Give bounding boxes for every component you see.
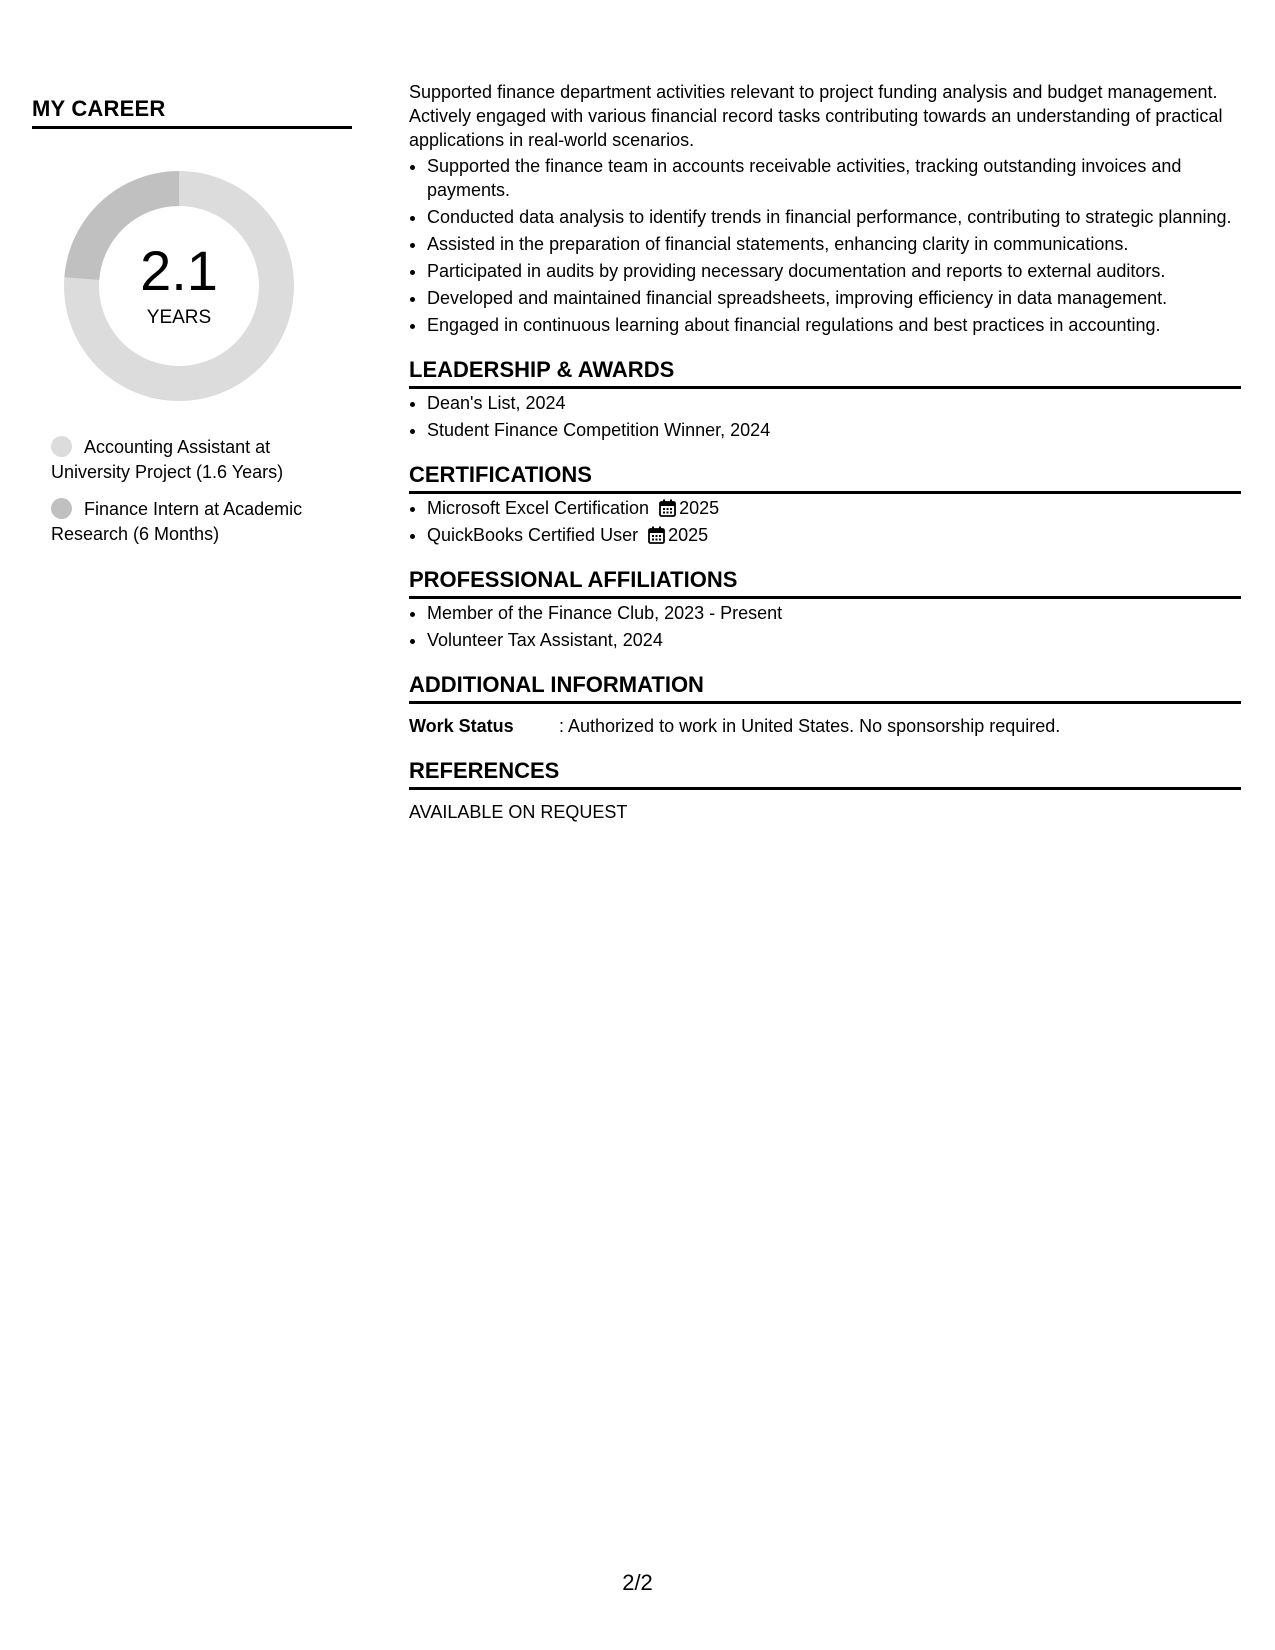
calendar-icon xyxy=(648,526,665,544)
additional-info-heading: ADDITIONAL INFORMATION xyxy=(409,672,1241,704)
leadership-list xyxy=(409,391,1241,442)
certification-name: QuickBooks Certified User xyxy=(427,525,639,545)
donut-center xyxy=(64,171,294,401)
page-number: 2/2 xyxy=(622,1570,653,1595)
list-item: • Engaged in continuous learning about financial regulations and best practices in accounting. xyxy=(427,313,1241,337)
work-status-row xyxy=(409,714,1241,738)
references-text: AVAILABLE ON REQUEST xyxy=(409,802,628,822)
list-item xyxy=(427,496,1241,520)
leadership-heading: LEADERSHIP & AWARDS xyxy=(409,357,1241,389)
calendar-icon xyxy=(659,499,676,517)
list-item: • Participated in audits by providing necessary documentation and reports to external auditors. xyxy=(427,259,1241,283)
list-item xyxy=(427,523,1241,547)
career-legend xyxy=(51,435,331,547)
career-sidebar xyxy=(32,96,352,559)
legend-item xyxy=(51,497,331,547)
certifications-heading: CERTIFICATIONS xyxy=(409,462,1241,494)
affiliations-heading: PROFESSIONAL AFFILIATIONS xyxy=(409,567,1241,599)
list-item: • Dean's List, 2024 xyxy=(427,391,1241,415)
legend-label: Accounting Assistant at University Project (1.6 Years) xyxy=(51,437,284,482)
main-content xyxy=(409,80,1241,824)
legend-label: Finance Intern at Academic Research (6 Months) xyxy=(51,499,303,544)
list-item: • Supported the finance team in accounts receivable activities, tracking outstanding invoices and payments. xyxy=(427,154,1241,202)
list-item: • Volunteer Tax Assistant, 2024 xyxy=(427,628,1241,652)
legend-dot-icon xyxy=(51,436,72,457)
certification-name: Microsoft Excel Certification xyxy=(427,498,650,518)
certifications-list xyxy=(409,496,1241,547)
certification-year: 2025 xyxy=(679,498,720,518)
legend-item xyxy=(51,435,331,485)
certification-year: 2025 xyxy=(668,525,709,545)
work-status-value: : Authorized to work in United States. No sponsorship required. xyxy=(559,716,1061,736)
experience-bullets xyxy=(409,154,1241,337)
list-item: • Conducted data analysis to identify trends in financial performance, contributing to strategic planning. xyxy=(427,205,1241,229)
list-item: • Member of the Finance Club, 2023 - Present xyxy=(427,601,1241,625)
list-item: • Assisted in the preparation of financial statements, enhancing clarity in communications. xyxy=(427,232,1241,256)
experience-intro: Supported finance department activities relevant to project funding analysis and budget management. Actively engaged with various financial record tasks contributing towards an understanding of practical applications in real-world scenarios. xyxy=(409,82,1223,150)
career-title: MY CAREER xyxy=(32,96,352,129)
list-item: • Student Finance Competition Winner, 2024 xyxy=(427,418,1241,442)
work-status-label: Work Status xyxy=(409,716,514,736)
career-years-unit: YEARS xyxy=(146,307,212,328)
references-heading: REFERENCES xyxy=(409,758,1241,790)
career-total-years: 2.1 xyxy=(140,239,218,302)
affiliations-list xyxy=(409,601,1241,652)
career-donut-chart xyxy=(64,171,294,401)
list-item: • Developed and maintained financial spreadsheets, improving efficiency in data management. xyxy=(427,286,1241,310)
legend-dot-icon xyxy=(51,498,72,519)
